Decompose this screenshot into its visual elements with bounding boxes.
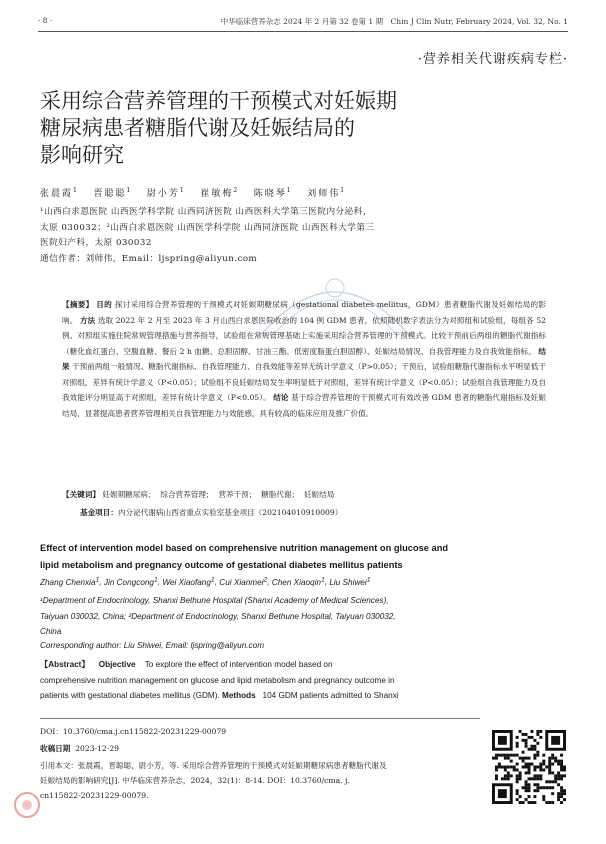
author: 陈晓琴$^1$ — [253, 187, 293, 199]
english-abstract-line: To explore the effect of intervention model based on — [144, 660, 333, 669]
fund-text: 内分泌代谢病山西省重点实验室基金项目（202104010910009） — [117, 508, 343, 517]
keyword: 糖脂代谢； — [261, 490, 300, 499]
conclusion-label: 结论 — [273, 393, 289, 402]
affiliation-line: 太原 030032；²山西白求恩医院 山西医学科学院 山西同济医院 山西医科大学第三 — [40, 222, 375, 233]
keywords — [62, 489, 334, 500]
journal-logo-icon — [12, 790, 42, 820]
english-author: Chen Xiaoqin$^1$ — [271, 576, 325, 587]
english-corresponding-author: Corresponding author: Liu Shiwei, Email: ljspring@aliyun.com — [40, 641, 265, 650]
author: 尉小芳$^1$ — [146, 187, 186, 199]
results-label: 结果 — [62, 346, 546, 371]
english-abstract — [40, 657, 568, 704]
english-objective-label: Objective — [98, 660, 136, 669]
english-author: Zhang Chenxia$^1$ — [40, 576, 100, 587]
english-affiliation-line: Taiyuan 030032, China; ²Department of Endocrinology, Shanxi Bethune Hospital, Taiyuan 030032, — [40, 611, 396, 621]
qr-code-icon[interactable] — [492, 730, 566, 804]
english-affiliation-line: China — [40, 627, 62, 636]
english-author: Liu Shiwei$^1$ — [329, 576, 371, 587]
doi: DOI：10.3760/cma.j.cn115822-20231229-00079 — [40, 727, 227, 736]
affiliation-line: 医院妇产科，太原 030032 — [40, 238, 152, 248]
methods-text: 选取 2022 年 2 月至 2023 年 3 月山西白求恩医院收治的 104 例 GDM 患者，依照随机数字表法分为对照组和试验组，每组各 52 例。对照组实施住院常规管理措施与营养指导，试验组在常规管理基础上实施采用综合营养管理的干预模式。比较干预前后两组的糖脂代谢指标（糖化血红蛋白、空腹血糖、餐后 2 h 血糖、总胆固醇、甘油三酯、低密度脂蛋白胆固醇）、妊娠结局情况、自我管理能力及自我效能指标。 — [62, 315, 546, 356]
keywords-label: 【关键词】 — [62, 490, 100, 499]
title-line: 影响研究 — [40, 143, 124, 167]
received-date: 收稿日期 2023-12-29 — [40, 744, 119, 753]
author: 刘师伟$^1$ — [307, 187, 347, 199]
author: 张晨霞$^1$ — [40, 187, 79, 199]
author-list — [40, 186, 346, 199]
conclusion-text: 基于综合营养管理的干预模式可有效改善 GDM 患者的糖脂代谢指标及妊娠结局，显著提高患者营养管理相关自我管理能力与效能感，具有较高的临床应用及推广价值。 — [62, 393, 547, 418]
author: 崔敏梅$^2$ — [200, 187, 240, 199]
english-title-line: lipid metabolism and pregnancy outcome of gestational diabetes mellitus patients — [40, 560, 403, 570]
title-line: 采用综合营养管理的干预模式对妊娠期 — [40, 89, 397, 113]
objective-label: 目的 — [96, 300, 112, 309]
citation-line: 妊娠结局的影响研究[J]. 中华临床营养杂志，2024，32(1)：8-14. DOI：10.3760/cma. j. — [40, 776, 350, 785]
running-header — [38, 16, 568, 30]
english-methods-text: 104 GDM patients admitted to Shanxi — [262, 691, 399, 700]
english-methods-label: Methods — [222, 691, 256, 700]
english-affiliations — [40, 593, 570, 640]
keyword: 营养干预； — [218, 490, 257, 499]
abstract-label: 【摘要】 — [62, 300, 94, 309]
keyword: 妊娠期糖尿病； — [102, 490, 156, 499]
results-text: 干预前两组一般情况、糖脂代谢指标、自我管理能力、自我效能等差异无统计学意义（P>0.05）；干预后，试验组糖脂代谢指标水平明显低于对照组，差异有统计学意义（P<0.05）；试验组不良妊娠结局发生率明显低于对照组，差异有统计学意义（P<0.05）；试验组自我管理能力及自我效能评分明显高于对照组，差异有统计学意义（P<0.05）。 — [62, 362, 546, 402]
page-number: · 8 · — [38, 16, 53, 25]
author: 晋聪聪$^1$ — [93, 187, 133, 199]
affiliation-line: ¹山西白求恩医院 山西医学科学院 山西同济医院 山西医科大学第三医院内分泌科， — [40, 207, 372, 217]
english-affiliation-line: ¹Department of Endocrinology, Shanxi Bethune Hospital (Shanxi Academy of Medical Sciences), — [40, 596, 389, 605]
article-title — [40, 88, 510, 169]
citation-line: 引用本文：张晨霞，晋聪聪，尉小芳，等. 采用综合营养管理的干预模式对妊娠期糖尿病患者糖脂代谢及 — [40, 761, 387, 770]
abstract-cn — [62, 297, 546, 421]
keyword: 妊娠结局 — [303, 490, 335, 499]
keyword: 综合营养管理； — [160, 490, 214, 499]
objective-text: 探讨采用综合营养管理的干预模式对妊娠期糖尿病（gestational diabetes mellitus，GDM）患者糖脂代谢及妊娠结局的影响。 — [62, 300, 546, 325]
section-label: ·营养相关代谢疾病专栏· — [417, 52, 568, 67]
methods-label: 方法 — [79, 315, 96, 325]
english-author: Wei Xiaofang$^1$ — [162, 576, 215, 587]
footer-divider — [40, 718, 480, 719]
fund-info — [80, 507, 342, 518]
english-authors: Zhang Chenxia$^1$, Jin Congcong$^1$, Wei Xiaofang$^1$, Cui Xianmei$^2$, Chen Xiaoqin$^1$, Liu Shiwei$^1$ — [40, 576, 371, 587]
english-author: Jin Congcong$^1$ — [103, 576, 158, 587]
english-abstract-line: comprehensive nutrition management on glucose and lipid metabolism and pregnancy outcome in — [40, 675, 395, 685]
citation — [40, 758, 480, 803]
title-line: 糖尿病患者糖脂代谢及妊娠结局的 — [40, 116, 355, 140]
header-divider — [38, 31, 568, 32]
corresponding-author: 通信作者：刘师伟，Email：ljspring@aliyun.com — [40, 253, 258, 264]
citation-line: cn115822-20231229-00079. — [40, 791, 149, 800]
english-title-line: Effect of intervention model based on comprehensive nutrition management on glucose and — [40, 543, 449, 553]
fund-label: 基金项目： — [80, 508, 118, 517]
english-abstract-label: 【Abstract】 — [40, 660, 90, 669]
english-author: Cui Xianmei$^2$ — [219, 576, 268, 587]
journal-info: 中华临床营养杂志 2024 年 2 月第 32 卷第 1 期 Chin J Clin Nutr, February 2024, Vol. 32, No. 1 — [220, 17, 568, 26]
english-title — [40, 540, 570, 574]
english-abstract-line: patients with gestational diabetes mellitus (GDM). — [40, 691, 220, 700]
